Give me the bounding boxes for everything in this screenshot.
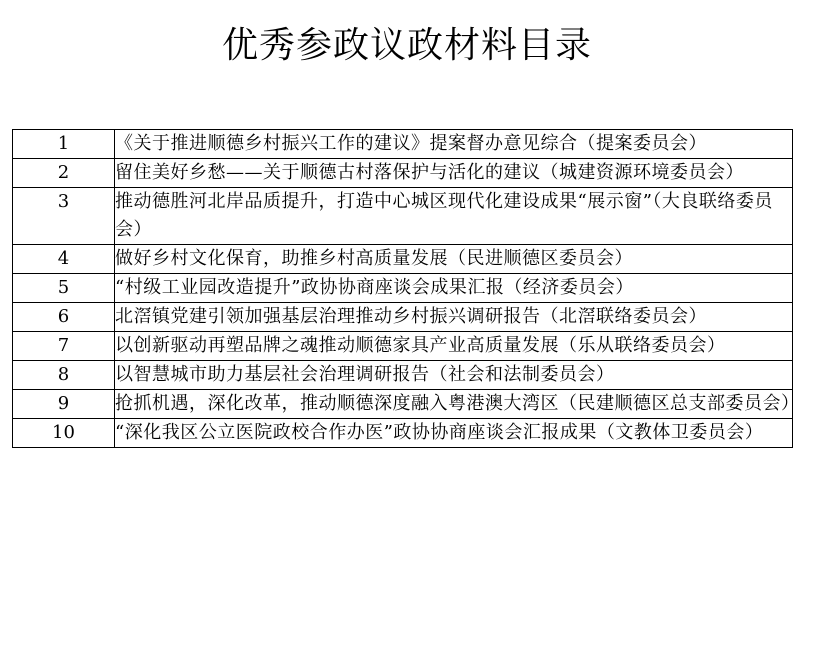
table-row	[13, 188, 793, 245]
row-title: “深化我区公立医院政校合作办医”政协协商座谈会汇报成果（文教体卫委员会）	[115, 419, 793, 448]
row-title: 《关于推进顺德乡村振兴工作的建议》提案督办意见综合（提案委员会）	[115, 130, 793, 159]
table-row	[13, 303, 793, 332]
row-title: 以创新驱动再塑品牌之魂推动顺德家具产业高质量发展（乐从联络委员会）	[115, 332, 793, 361]
table-row	[13, 419, 793, 448]
row-number: 8	[13, 361, 115, 390]
row-number: 7	[13, 332, 115, 361]
row-number: 9	[13, 390, 115, 419]
row-title: 推动德胜河北岸品质提升，打造中心城区现代化建设成果“展示窗”（大良联络委员会）	[115, 188, 793, 245]
table-row	[13, 361, 793, 390]
row-number: 6	[13, 303, 115, 332]
row-number: 3	[13, 188, 115, 245]
row-title: 以智慧城市助力基层社会治理调研报告（社会和法制委员会）	[115, 361, 793, 390]
row-number: 5	[13, 274, 115, 303]
catalog-table	[12, 129, 800, 448]
table-row	[13, 159, 793, 188]
row-title: 留住美好乡愁——关于顺德古村落保护与活化的建议（城建资源环境委员会）	[115, 159, 793, 188]
table-row	[13, 130, 793, 159]
row-title: 北滘镇党建引领加强基层治理推动乡村振兴调研报告（北滘联络委员会）	[115, 303, 793, 332]
row-title: “村级工业园改造提升”政协协商座谈会成果汇报（经济委员会）	[115, 274, 793, 303]
row-number: 10	[13, 419, 115, 448]
row-title: 抢抓机遇，深化改革，推动顺德深度融入粤港澳大湾区（民建顺德区总支部委员会）	[115, 390, 793, 419]
table-row	[13, 332, 793, 361]
page-title: 优秀参政议政材料目录	[221, 25, 592, 66]
table-row	[13, 274, 793, 303]
row-number: 1	[13, 130, 115, 159]
table-row	[13, 245, 793, 274]
table-row	[13, 390, 793, 419]
row-number: 2	[13, 159, 115, 188]
row-number: 4	[13, 245, 115, 274]
row-title: 做好乡村文化保育，助推乡村高质量发展（民进顺德区委员会）	[115, 245, 793, 274]
